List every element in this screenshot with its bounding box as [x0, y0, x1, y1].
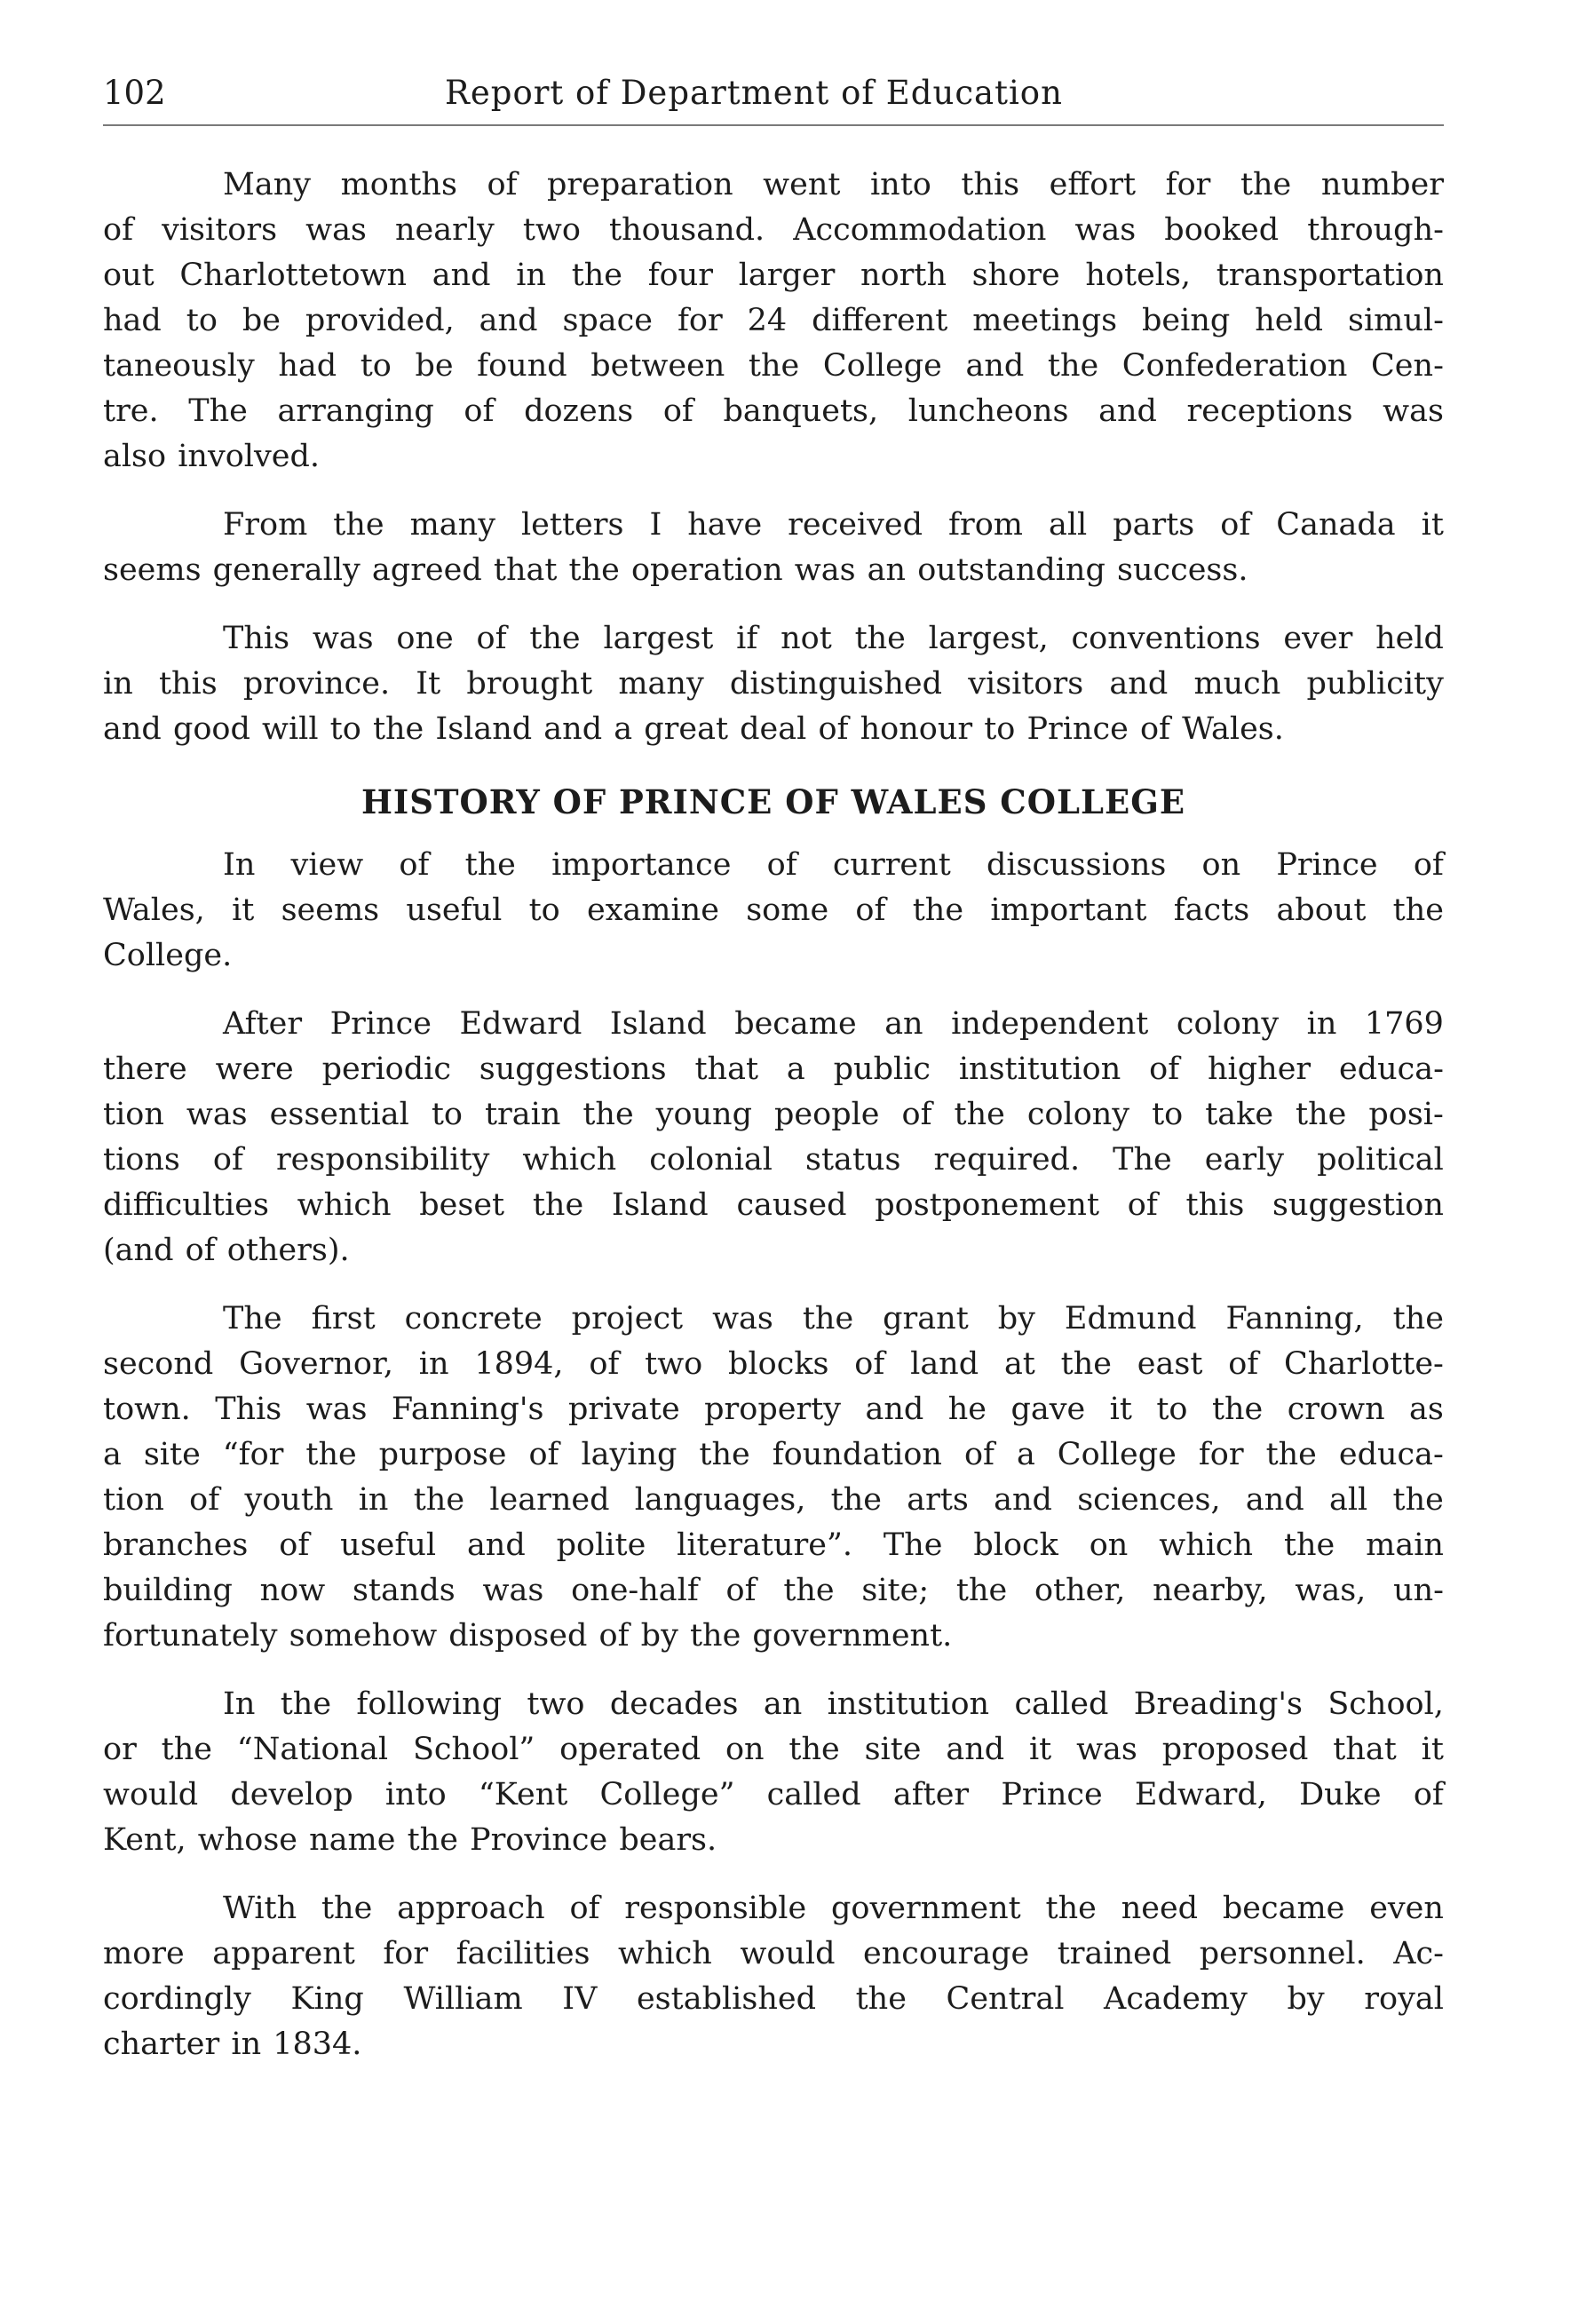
text-line: branches of useful and polite literature”. The block on which the main	[103, 1527, 1444, 1563]
text-line: From the many letters I have received from all parts of Canada it	[223, 507, 1444, 543]
page-number: 102	[103, 74, 166, 112]
text-line: tion was essential to train the young people of the colony to take the posi-	[103, 1097, 1444, 1132]
paragraph	[103, 1886, 1444, 2067]
text-line: town. This was Fanning's private property and he gave it to the crown as	[103, 1392, 1444, 1427]
text-line: This was one of the largest if not the largest, conventions ever held	[223, 621, 1444, 656]
text-line: Wales, it seems useful to examine some of the important facts about the	[103, 892, 1444, 928]
text-line: and good will to the Island and a great deal of honour to Prince of Wales.	[103, 711, 1284, 747]
text-line: out Charlottetown and in the four larger north shore hotels, transportation	[103, 258, 1444, 293]
text-line: (and of others).	[103, 1233, 350, 1268]
text-line: of visitors was nearly two thousand. Accommodation was booked through-	[103, 212, 1444, 248]
text-line: second Governor, in 1894, of two blocks of land at the east of Charlotte-	[103, 1346, 1444, 1382]
text-line: or the “National School” operated on the site and it was proposed that it	[103, 1732, 1444, 1767]
text-line: a site “for the purpose of laying the foundation of a College for the educa-	[103, 1437, 1444, 1472]
text-line: building now stands was one-half of the site; the other, nearby, was, un-	[103, 1573, 1444, 1608]
text-line: difficulties which beset the Island caused postponement of this suggestion	[103, 1187, 1444, 1223]
text-line: tion of youth in the learned languages, the arts and sciences, and all the	[103, 1482, 1444, 1518]
section-heading: HISTORY OF PRINCE OF WALES COLLEGE	[361, 782, 1186, 821]
text-line: The first concrete project was the grant by Edmund Fanning, the	[223, 1301, 1444, 1336]
text-line: tions of responsibility which colonial status required. The early political	[103, 1142, 1444, 1178]
paragraph	[103, 1297, 1444, 1659]
text-line: After Prince Edward Island became an independent colony in 1769	[223, 1006, 1444, 1042]
text-line: in this province. It brought many distinguished visitors and much publicity	[103, 666, 1444, 702]
text-line: In view of the importance of current discussions on Prince of	[223, 847, 1444, 883]
text-line: would develop into “Kent College” called after Prince Edward, Duke of	[103, 1777, 1444, 1812]
text-line: there were periodic suggestions that a public institution of higher educa-	[103, 1051, 1444, 1087]
text-line: also involved.	[103, 439, 321, 474]
text-line: more apparent for facilities which would encourage trained personnel. Ac-	[103, 1936, 1444, 1971]
text-line: In the following two decades an institution called Breading's School,	[223, 1686, 1444, 1722]
text-line: charter in 1834.	[103, 2027, 362, 2062]
paragraph	[103, 503, 1444, 593]
text-line: cordingly King William IV established the Central Academy by royal	[103, 1981, 1444, 2017]
text-line: Many months of preparation went into this effort for the number	[223, 167, 1444, 202]
text-line: Kent, whose name the Province bears.	[103, 1822, 717, 1858]
text-line: tre. The arranging of dozens of banquets, luncheons and receptions was	[103, 393, 1444, 429]
paragraph	[103, 1002, 1444, 1273]
paragraph	[103, 1682, 1444, 1863]
running-title: Report of Department of Education	[445, 74, 1063, 112]
paragraph	[103, 163, 1444, 480]
text-line: College.	[103, 938, 233, 973]
paragraph	[103, 843, 1444, 979]
text-line: seems generally agreed that the operation was an outstanding success.	[103, 552, 1248, 588]
text-line: had to be provided, and space for 24 different meetings being held simul-	[103, 303, 1444, 338]
running-head	[103, 71, 1444, 126]
text-line: With the approach of responsible government the need became even	[223, 1891, 1444, 1926]
body-text	[103, 163, 1444, 2067]
paragraph	[103, 616, 1444, 752]
text-line: taneously had to be found between the College and the Confederation Cen-	[103, 348, 1444, 384]
text-line: fortunately somehow disposed of by the government.	[103, 1618, 953, 1654]
